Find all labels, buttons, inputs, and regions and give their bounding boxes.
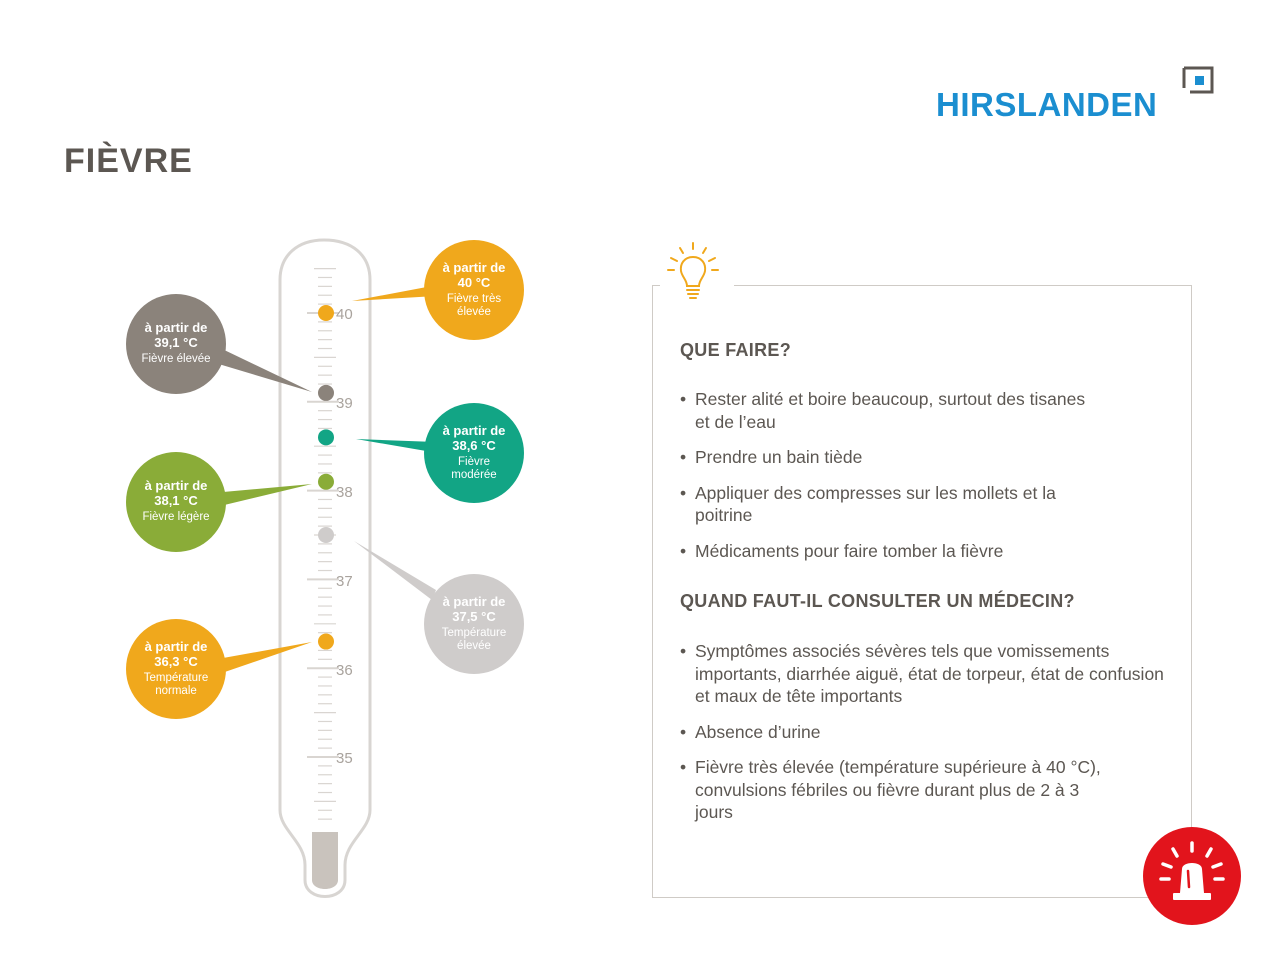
- bubble-40: [424, 240, 524, 340]
- bubble-375-desc: Température élevée: [441, 626, 507, 652]
- bubble-391-value: 39,1 °C: [154, 335, 198, 351]
- marker-t375: [318, 527, 334, 543]
- list-item: • Fièvre très élevée (température supérieure à 40 °C), convulsions fébriles ou fièvre durant plus de 2 à 3 jours: [680, 756, 1105, 824]
- marker-t363: [318, 634, 334, 650]
- que-faire-heading: QUE FAIRE?: [680, 340, 792, 360]
- list-item: • Prendre un bain tiède: [680, 446, 1180, 469]
- marker-t391: [318, 385, 334, 401]
- logo-mark-icon: [1182, 66, 1214, 94]
- scale-label-40: 40: [336, 306, 353, 323]
- scale-label-37: 37: [336, 573, 353, 590]
- bubble-375-prefix: à partir de: [442, 593, 506, 609]
- que-faire-list: [680, 388, 1180, 575]
- list-item: • Appliquer des compresses sur les mollets et la poitrine: [680, 482, 1105, 527]
- siren-icon: [1143, 827, 1241, 925]
- marker-t386: [318, 429, 334, 445]
- bubble-381: [126, 452, 226, 552]
- bubble-375: [424, 574, 524, 674]
- scale-label-35: 35: [336, 750, 353, 767]
- consulter-heading: QUAND FAUT-IL CONSULTER UN MÉDECIN?: [680, 591, 1075, 611]
- bubble-391-desc: Fièvre élevée: [141, 353, 211, 366]
- list-item: • Médicaments pour faire tomber la fièvre: [680, 540, 1180, 563]
- bubble-386-desc: Fièvre modérée: [451, 455, 497, 481]
- bubble-381-value: 38,1 °C: [154, 493, 198, 509]
- marker-t40: [318, 305, 334, 321]
- page-title: FIÈVRE: [64, 142, 193, 180]
- scale-label-36: 36: [336, 662, 353, 679]
- bubble-391-prefix: à partir de: [144, 320, 208, 336]
- bubble-375-value: 37,5 °C: [452, 608, 496, 624]
- bubble-391: [126, 294, 226, 394]
- bubble-381-prefix: à partir de: [144, 478, 208, 494]
- brand-logo: HIRSLANDEN: [936, 86, 1158, 123]
- lightbulb-icon: [664, 240, 722, 302]
- list-item: • Absence d’urine: [680, 721, 1180, 744]
- bubble-363-desc: Température normale: [143, 671, 209, 697]
- bubble-381-desc: Fièvre légère: [142, 511, 210, 524]
- bubble-40-desc: Fièvre très élevée: [446, 292, 502, 318]
- bubble-363-value: 36,3 °C: [154, 653, 198, 669]
- consulter-list: [680, 640, 1180, 837]
- list-item: • Rester alité et boire beaucoup, surtout des tisanes et de l’eau: [680, 388, 1090, 433]
- list-item: • Symptômes associés sévères tels que vomissements importants, diarrhée aiguë, état de torpeur, état de confusion et maux de tête importants: [680, 640, 1175, 708]
- bubble-386-prefix: à partir de: [442, 422, 506, 438]
- bubble-386: [424, 403, 524, 503]
- bubble-40-value: 40 °C: [457, 274, 491, 290]
- bubble-40-prefix: à partir de: [442, 259, 506, 275]
- bubble-363-prefix: à partir de: [144, 638, 208, 654]
- thermometer-bulb: [312, 832, 338, 889]
- marker-t381: [318, 474, 334, 490]
- bubble-386-value: 38,6 °C: [452, 437, 496, 453]
- bubble-363: [126, 619, 226, 719]
- thermometer-tube: [280, 240, 370, 897]
- scale-label-39: 39: [336, 395, 353, 412]
- scale-label-38: 38: [336, 484, 353, 501]
